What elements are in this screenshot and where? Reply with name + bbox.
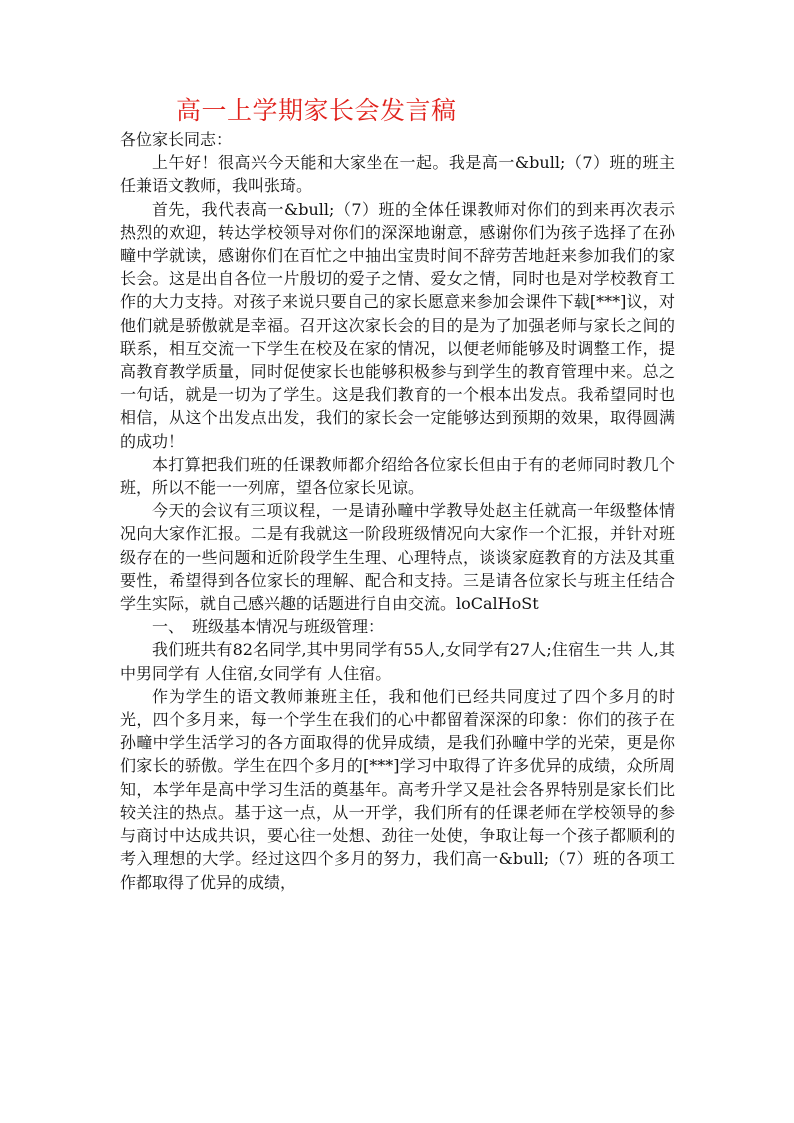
greeting-line: 各位家长同志： — [120, 130, 233, 149]
paragraph-welcome: 首先，我代表高一&bull;（7）班的全体任课教师对你们的到来再次表示热烈的欢迎，转达学校领导对你们的深深地谢意，感谢你们为孩子选择了在孙疃中学就读，感谢你们在百忙之中抽出宝贵时间不辞劳苦地赶来参加我们的家长会。这是出自各位一片殷切的爱子之情、爱女之情，同时也是对学校教育工作的大力支持。对孩子来说只要自己的家长愿意来参加会课件下载[***]议，对他们就是骄傲就是幸福。召开这次家长会的目的是为了加强老师与家长之间的联系，相互交流一下学生在校及在家的情况，以便老师能够及时调整工作，提高教育教学质量，同时促使家长也能够积极参与到学生的教育管理中来。总之一句话，就是一切为了学生。这是我们教育的一个根本出发点。我希望同时也相信，从这个出发点出发，我们的家长会一定能够达到预期的效果，取得圆满的成功！ — [120, 199, 675, 451]
document-title: 高一上学期家长会发言稿 — [176, 96, 457, 125]
section-heading-class-overview: 一、 班级基本情况与班级管理： — [152, 617, 385, 637]
paragraph-opening: 上午好！很高兴今天能和大家坐在一起。我是高一&bull;（7）班的班主任兼语文教师，我叫张琦。 — [120, 153, 675, 196]
document-body — [120, 128, 675, 894]
paragraph-class-progress: 作为学生的语文教师兼班主任，我和他们已经共同度过了四个多月的时光，四个多月来，每一个学生在我们的心中都留着深深的印象：你们的孩子在孙疃中学生活学习的各方面取得的优异成绩，是我们孙疃中学的光荣，更是你们家长的骄傲。学生在四个多月的[***]学习中取得了许多优异的成绩，众所周知，本学年是高中学习生活的奠基年。高考升学又是社会各界特别是家长们比较关注的热点。基于这一点，从一开学，我们所有的任课老师在学校领导的参与商讨中达成共识，要心往一处想、劲往一处使，争取让每一个孩子都顺利的考入理想的大学。经过这四个多月的努力，我们高一&bull;（7）班的各项工作都取得了优异的成绩， — [120, 686, 675, 892]
paragraph-teachers: 本打算把我们班的任课教师都介绍给各位家长但由于有的老师同时教几个班，所以不能一一列席，望各位家长见谅。 — [120, 454, 675, 498]
paragraph-class-stats: 我们班共有82名同学,其中男同学有55人,女同学有27人;住宿生一共 人,其中男同学有 人住宿,女同学有 人住宿。 — [120, 640, 675, 683]
paragraph-agenda: 今天的会议有三项议程，一是请孙疃中学教导处赵主任就高一年级整体情况向大家作汇报。二是有我就这一阶段班级情况向大家作一个汇报，并针对班级存在的一些问题和近阶段学生生理、心理特点，谈谈家庭教育的方法及其重要性，希望得到各位家长的理解、配合和支持。三是请各位家长与班主任结合学生实际，就自己感兴趣的话题进行自由交流。loCalHoSt — [120, 501, 675, 614]
